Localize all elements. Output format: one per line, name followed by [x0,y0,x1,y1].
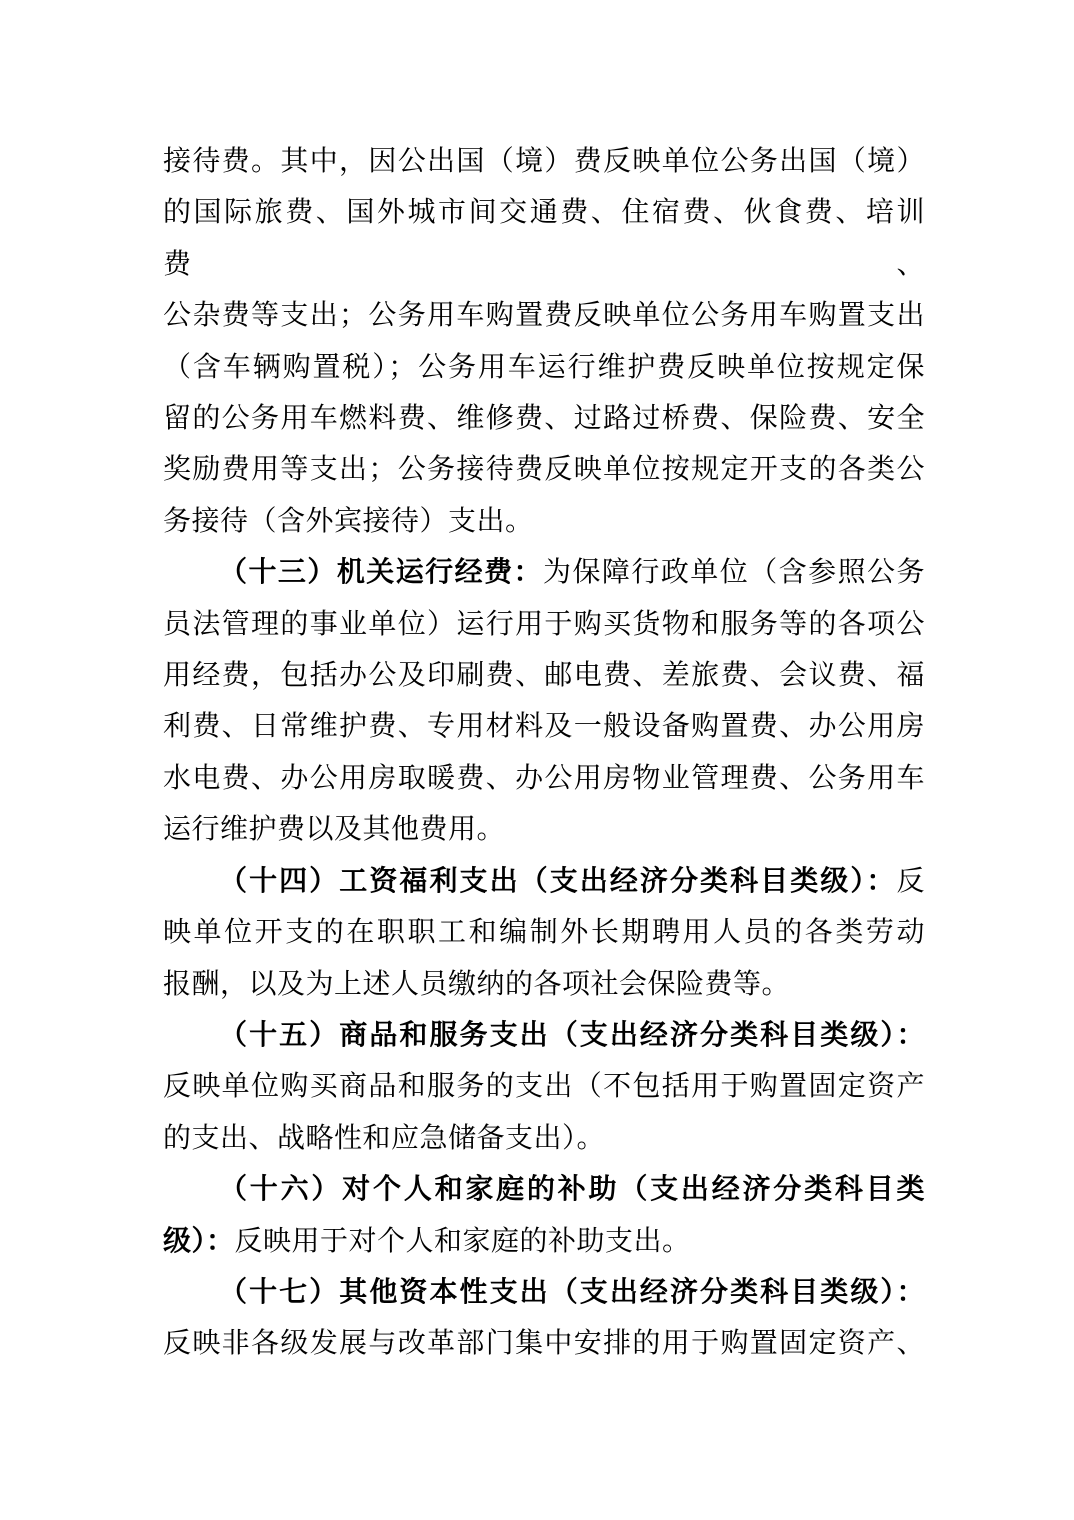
text-line [163,393,925,444]
text-line [163,547,925,598]
text-line [163,1164,925,1215]
text-run: 的支出、战略性和应急储备支出）。 [163,1122,606,1154]
text-line [163,136,925,187]
text-run: 运行维护费以及其他费用。 [163,814,506,846]
paragraph-15-goods-services-expenditure [163,1010,925,1164]
text-run: 反映用于对个人和家庭的补助支出。 [234,1225,691,1257]
text-run: 报酬，以及为上述人员缴纳的各项社会保险费等。 [163,968,791,1000]
text-line [163,1113,925,1164]
text-line [163,1061,925,1112]
bold-text-run: 级）： [163,1225,235,1257]
text-run: 水电费、办公用房取暖费、办公用房物业管理费、公务用车 [163,762,925,794]
text-line [163,907,925,958]
text-line [163,1216,925,1267]
text-run: 留的公务用车燃料费、维修费、过路过桥费、保险费、安全 [163,403,925,435]
text-line [163,599,925,650]
text-line [163,342,925,393]
bold-text-run: （十四）工资福利支出（支出经济分类科目类级）： [219,865,897,897]
text-line [163,1318,925,1369]
text-line [163,187,925,290]
text-run: 利费、日常维护费、专用材料及一般设备购置费、办公用房 [163,711,925,743]
text-line [163,1010,925,1061]
text-line [163,753,925,804]
text-line [163,650,925,701]
paragraph-14-salary-welfare-expenditure [163,856,925,1010]
paragraph-13-agency-operating-funds [163,547,925,855]
bold-text-run: （十三）机关运行经费： [219,557,544,589]
text-run: 公杂费等支出；公务用车购置费反映单位公务用车购置支出 [163,300,925,332]
text-run: 务接待（含外宾接待）支出。 [163,505,534,537]
text-run: 反映单位购买商品和服务的支出（不包括用于购置固定资产 [163,1071,925,1103]
paragraph-16-individual-family-subsidies [163,1164,925,1267]
text-block [163,136,925,1370]
text-run: 为保障行政单位（含参照公务 [543,557,925,589]
text-run: 反 [896,865,925,897]
text-run: 映单位开支的在职职工和编制外长期聘用人员的各类劳动 [163,917,925,949]
text-line [163,959,925,1010]
bold-text-run: （十五）商品和服务支出（支出经济分类科目类级）： [219,1019,925,1051]
text-run: 反映非各级发展与改革部门集中安排的用于购置固定资产、 [163,1328,925,1360]
text-line [163,444,925,495]
text-line [163,804,925,855]
paragraph-official-overseas-and-vehicle-expenses [163,136,925,547]
text-line [163,290,925,341]
text-line [163,1267,925,1318]
text-run: （含车辆购置税）；公务用车运行维护费反映单位按规定保 [163,351,925,383]
text-run: 接待费。其中，因公出国（境）费反映单位公务出国（境） [163,146,925,177]
text-run: 员法管理的事业单位）运行用于购买货物和服务等的各项公 [163,608,925,640]
paragraph-17-other-capital-expenditure [163,1267,925,1370]
text-run: 的国际旅费、国外城市间交通费、住宿费、伙食费、培训费、 [163,197,925,280]
text-line [163,701,925,752]
text-line [163,856,925,907]
bold-text-run: （十六）对个人和家庭的补助（支出经济分类科目类 [219,1174,925,1206]
text-run: 用经费，包括办公及印刷费、邮电费、差旅费、会议费、福 [163,660,925,692]
text-run: 奖励费用等支出；公务接待费反映单位按规定开支的各类公 [163,454,925,486]
text-line [163,496,925,547]
bold-text-run: （十七）其他资本性支出（支出经济分类科目类级）： [219,1276,925,1308]
